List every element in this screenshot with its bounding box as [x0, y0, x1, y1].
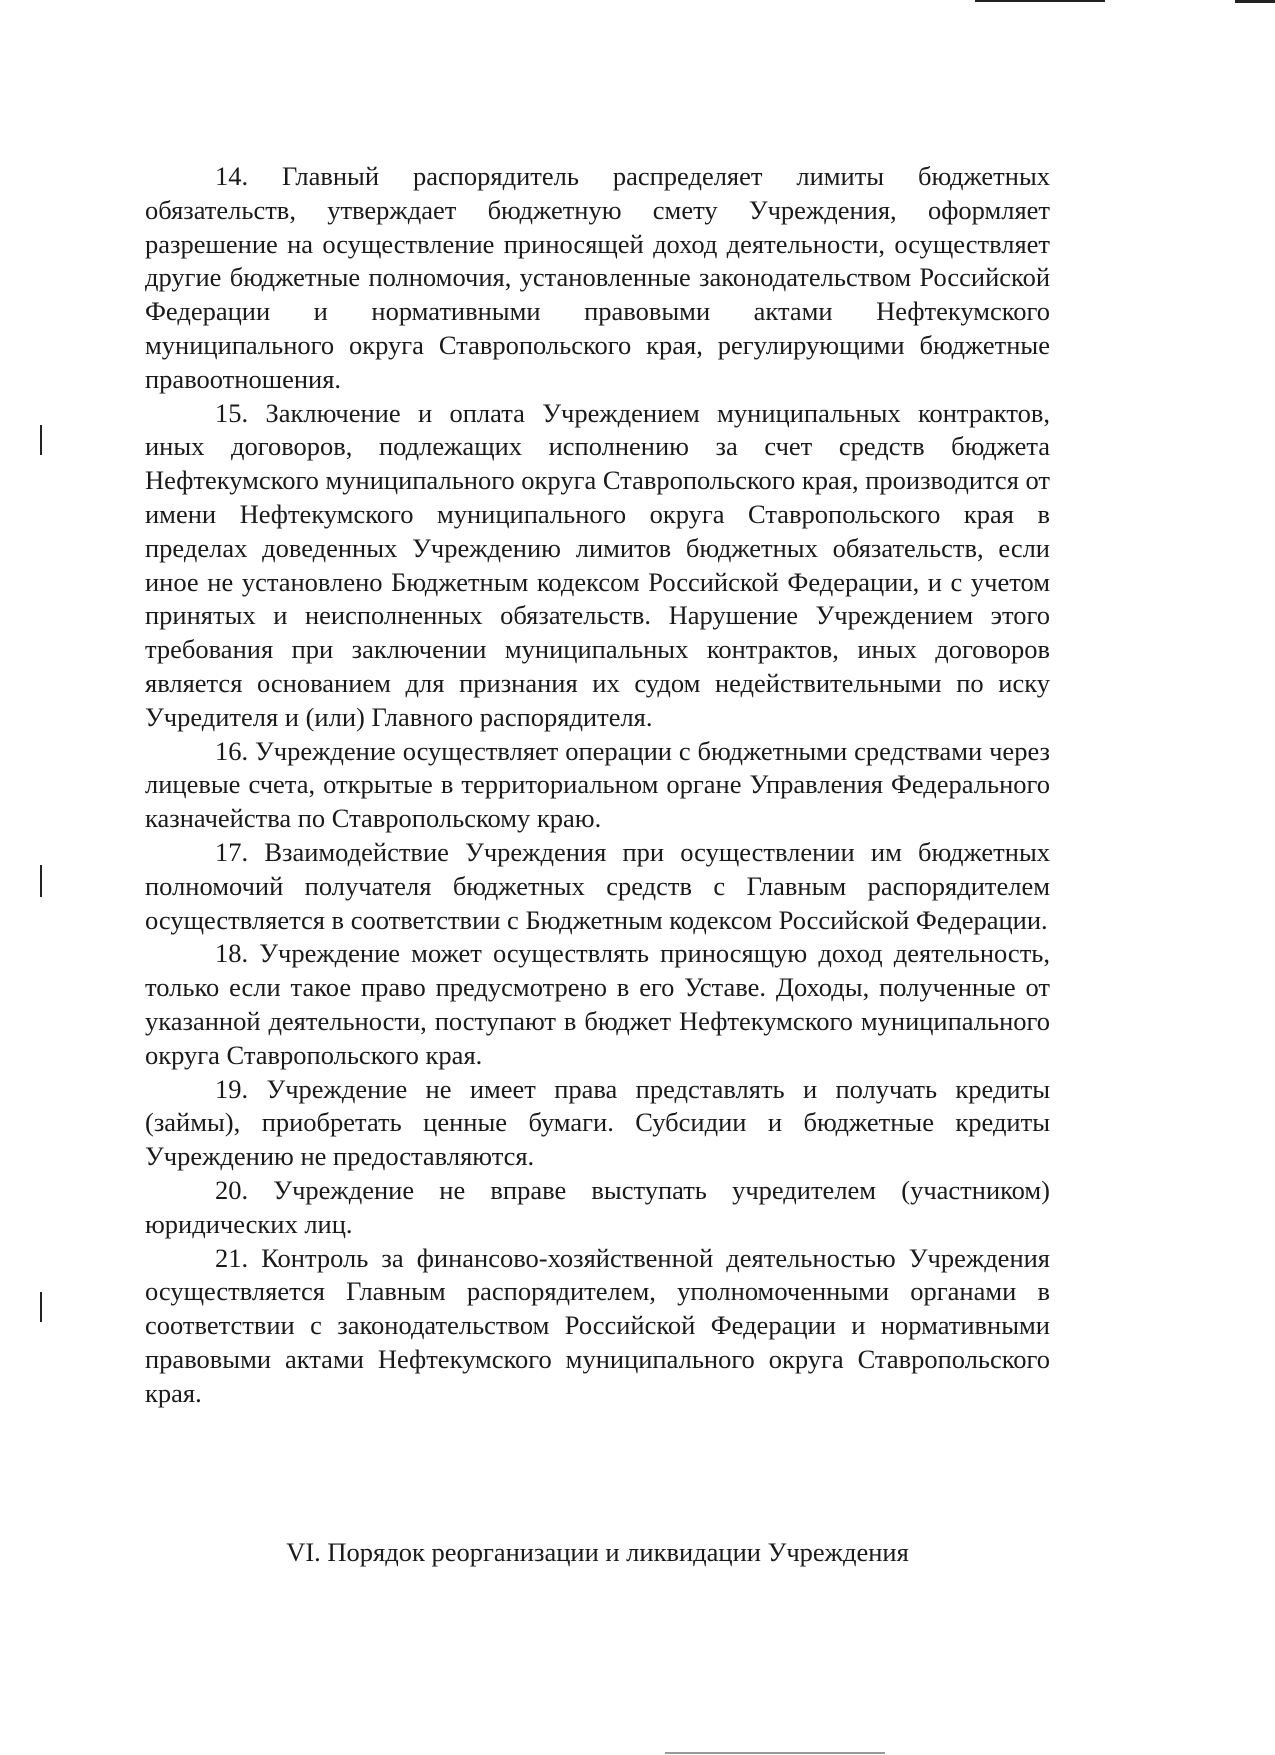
section-heading: VI. Порядок реорганизации и ликвидации Учреждения	[286, 1537, 909, 1567]
paragraph-16: 16. Учреждение осуществляет операции с бюджетными средствами через лицевые счета, открытые в территориальном органе Управления Федерального казначейства по Ставропольскому краю.	[145, 735, 1050, 834]
scan-artifact-left-3	[40, 1292, 42, 1322]
paragraph-15: 15. Заключение и оплата Учреждением муниципальных контрактов, иных договоров, подлежащих исполнению за счет средств бюджета Нефтекумского муниципального округа Ставропольского края, производится от имени Нефтекумского муниципального округа Ставропольского края в пределах доведенных Учреждению лимитов бюджетных обязательств, если иное не установлено Бюджетным кодексом Российской Федерации, и с учетом принятых и неисполненных обязательств. Нарушение Учреждением этого требования при заключении муниципальных контрактов, иных договоров является основанием для признания их судом недействительными по иску Учредителя и (или) Главного распорядителя.	[145, 397, 1050, 732]
paragraph-18: 18. Учреждение может осуществлять приносящую доход деятельность, только если такое право предусмотрено в его Уставе. Доходы, полученные от указанной деятельности, поступают в бюджет Нефтекумского муниципального округа Ставропольского края.	[145, 938, 1050, 1070]
document-body	[145, 160, 1050, 1410]
scan-artifact-left-1	[40, 425, 42, 455]
paragraph-20: 20. Учреждение не вправе выступать учредителем (участником) юридических лиц.	[145, 1174, 1050, 1239]
paragraph-21: 21. Контроль за финансово-хозяйственной деятельностью Учреждения осуществляется Главным распорядителем, уполномоченными органами в соответствии с законодательством Российской Федерации и нормативными правовыми актами Нефтекумского муниципального округа Ставропольского края.	[145, 1242, 1050, 1408]
scan-artifact-top	[975, 0, 1105, 2]
scan-artifact-left-2	[40, 865, 42, 897]
paragraph-19: 19. Учреждение не имеет права представлять и получать кредиты (займы), приобретать ценные бумаги. Субсидии и бюджетные кредиты Учреждению не предоставляются.	[145, 1073, 1050, 1172]
paragraph-17: 17. Взаимодействие Учреждения при осуществлении им бюджетных полномочий получателя бюджетных средств с Главным распорядителем осуществляется в соответствии с Бюджетным кодексом Российской Федерации.	[145, 836, 1050, 935]
paragraph-14: 14. Главный распорядитель распределяет лимиты бюджетных обязательств, утверждает бюджетную смету Учреждения, оформляет разрешение на осуществление приносящей доход деятельности, осуществляет другие бюджетные полномочия, установленные законодательством Российской Федерации и нормативными правовыми актами Нефтекумского муниципального округа Ставропольского края, регулирующими бюджетные правоотношения.	[145, 161, 1050, 394]
scan-artifact-bottom	[665, 1752, 885, 1754]
scan-artifact-top-right	[1235, 0, 1275, 3]
